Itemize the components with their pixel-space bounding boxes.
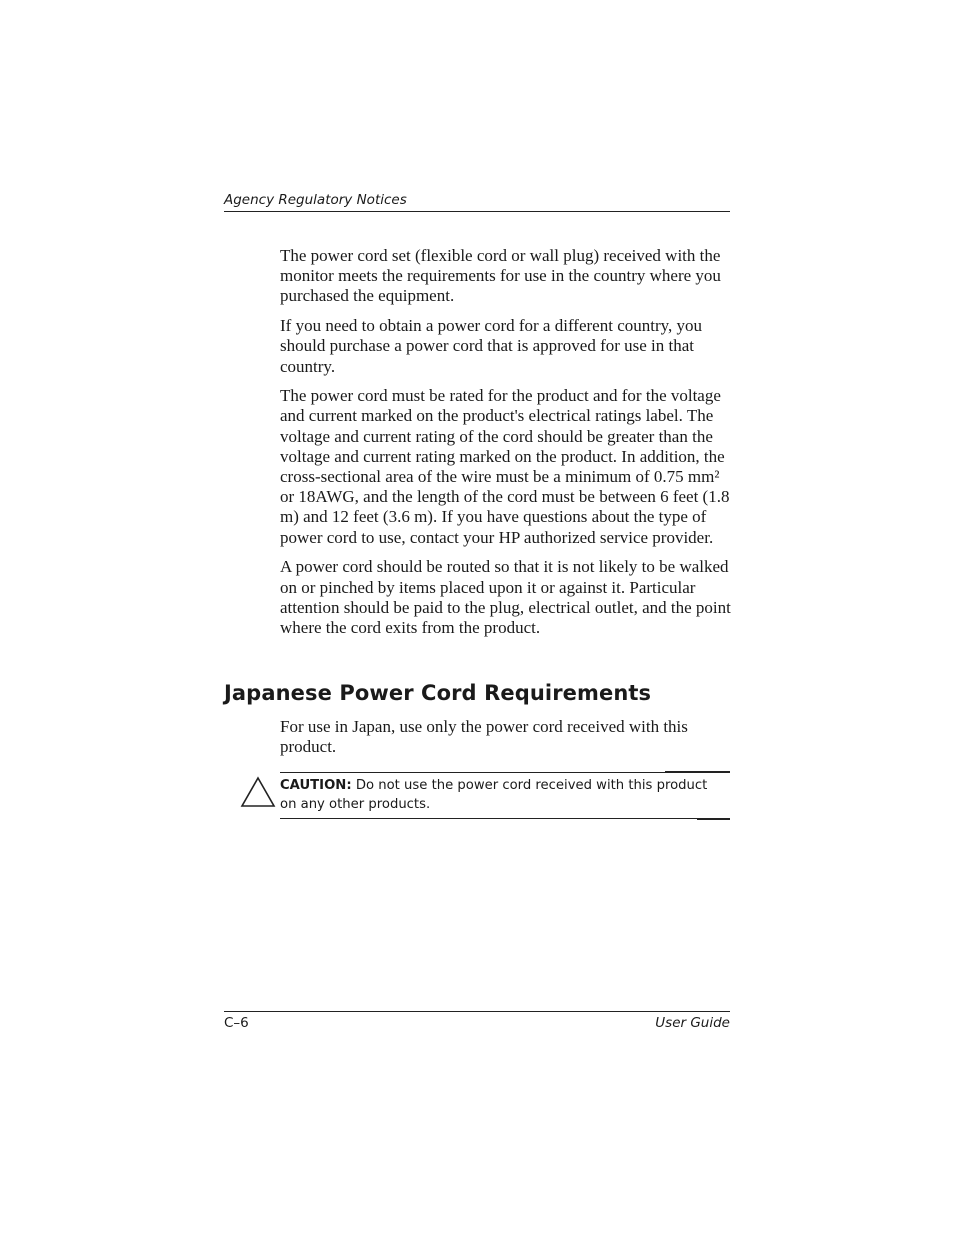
caution-top-rule-accent — [665, 771, 730, 773]
page-number: C–6 — [224, 1015, 249, 1031]
warning-triangle-icon — [240, 776, 276, 808]
paragraph-japan-use: For use in Japan, use only the power cord received with this product. — [280, 717, 688, 757]
paragraph-power-cord-set: The power cord set (flexible cord or wall plug) received with the monitor meets the requirements for use in the country where you purchased the equipment. — [280, 246, 721, 306]
caution-note — [280, 777, 720, 814]
running-header — [224, 191, 730, 212]
caution-message: Do not use the power cord received with this product on any other products. — [280, 778, 708, 812]
page-footer — [224, 1011, 730, 1032]
paragraph-cord-routing: A power cord should be routed so that it is not likely to be walked on or pinched by items placed upon it or against it. Particular attention should be paid to the plug, electrical outlet, and the point where the cord exits from the product. — [280, 557, 731, 637]
caution-label: CAUTION: — [280, 778, 352, 793]
caution-bottom-rule — [280, 818, 730, 819]
guide-title: User Guide — [655, 1015, 730, 1031]
section-heading: Japanese Power Cord Requirements — [224, 681, 652, 705]
caution-bottom-rule-accent — [697, 818, 730, 820]
body-text — [280, 246, 732, 648]
paragraph-cord-rating: The power cord must be rated for the product and for the voltage and current marked on the product's electrical ratings label. The voltage and current rating of the cord should be greater than the voltage and current rating marked on the product. In addition, the cross-sectional area of the wire must be a minimum of 0.75 mm² or 18AWG, and the length of the cord must be between 6 feet (1.8 m) and 12 feet (3.6 m). If you have questions about the type of power cord to use, contact your HP authorized service provider. — [280, 386, 730, 547]
running-header-title: Agency Regulatory Notices — [224, 192, 407, 208]
paragraph-different-country: If you need to obtain a power cord for a different country, you should purchase a power cord that is approved for use in that country. — [280, 316, 703, 376]
caution-top-rule — [280, 772, 730, 773]
